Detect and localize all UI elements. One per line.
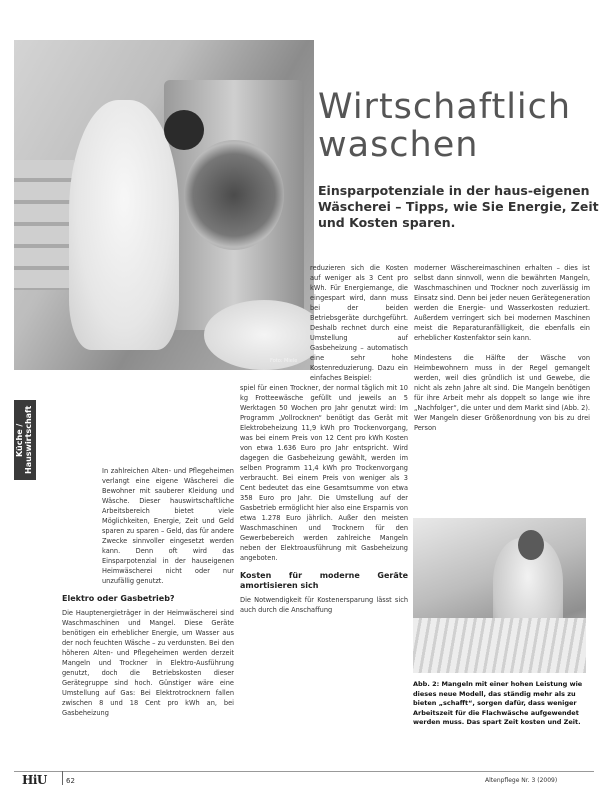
photo-machine-drum — [184, 140, 284, 250]
headline-line-1: Wirtschaftlich — [318, 87, 572, 127]
footer-logo: HiU — [22, 773, 47, 787]
photo-worker-head — [518, 530, 544, 560]
paragraph: Die Hauptenergieträger in der Heimwäscherei sind Waschmaschinen und Mangel. Diese Geräte benötigen ein erheblicher Energie, um Wasser aus der noch feuchten Wäsche – zu verdunsten. Bei den höheren Alten- und Pflegeheimen werden derzeit Mangeln und Trockner in Elektro-Ausführung genutzt, doch die Betriebskosten dieser Gerätegruppe sind hoch. Günstiger wäre eine Umstellung auf Gas: Bei Elektrotrocknern fallen zwischen 8 und 18 Cent pro kWh an, bei Gasbeheizung — [62, 609, 234, 717]
footer-divider — [62, 771, 63, 785]
section-tab: Küche / Hauswirtschaft — [14, 400, 36, 480]
paragraph: moderner Wäschereimaschinen erhalten – dies ist selbst dann sinnvoll, wenn die bewährten Mangeln, Waschmaschinen und Trockner noch zuverlässig im Einsatz sind. Denn bei jeder neuen Gerätegeneration werden die Energie- und Wasserkosten reduziert. Außerdem verringert sich bei modernen Maschinen meist die Reparaturanfälligkeit, die ebenfalls ein erheblicher Kostenfaktor sein kann. — [414, 264, 590, 342]
footer-rule — [14, 771, 594, 772]
section-heading-elektro: Elektro oder Gasbetrieb? — [62, 594, 175, 603]
photo-worker-hair — [164, 110, 204, 150]
photo-worker — [69, 100, 179, 350]
mangle-photo — [413, 518, 586, 673]
photo-credit: Foto: Miele — [270, 358, 298, 364]
paragraph: Mindestens die Hälfte der Wäsche von Heimbewohnern muss in der Regel gemangelt werden, weil dies gründlich ist und Gewebe, die nicht als zehn Jahre alt sind. Die Mangeln benötigen für ihre Arbeit mehr als doppelt so lange wie ihre „Nachfolger“, die unter und dem Markt sind (Abb. 2). Wer Mangeln dieser Größenordnung von bis zu drei Person — [414, 354, 590, 432]
photo-shelf — [14, 160, 74, 290]
page-number: 62 — [66, 777, 75, 785]
paragraph-narrow: reduzieren sich die Kosten auf weniger als 3 Cent pro kWh. Für Energiemange, die eingespart wird, dann muss bei der beiden Betriebsgeräte durchgeführt. Deshalb rechnet durch eine Umstellung auf Gasbeheizung – automatisch eine sehr hohe Kostenreduzierung. Dazu ein einfaches Beispiel: — [310, 264, 408, 382]
footer-reference: Altenpflege Nr. 3 (2009) — [485, 777, 558, 784]
headline-line-2: waschen — [318, 125, 479, 165]
lead-paragraph: In zahlreichen Alten- und Pflegeheimen verlangt eine eigene Wäscherei die Bewohner mit sauberer Kleidung und Wäsche. Dieser hauswirtschaftliche Arbeitsbereich bietet viele Möglichkeiten, Energie, Zeit und Geld sparen zu sparen – Geld, das für andere Zwecke sinnvoller eingesetzt werden kann. Denn oft wird das Einsparpotenzial in der hauseigenen Heimwäscherei nicht oder nur unzufällig genutzt. — [102, 467, 234, 585]
photo-mangle-table — [413, 618, 586, 673]
headline — [318, 88, 598, 164]
paragraph: Die Notwendigkeit für Kostenersparung lässt sich auch durch die Anschaffung — [240, 596, 408, 614]
column-1 — [62, 466, 234, 718]
caption-text: Abb. 2: Mangeln mit einer hohen Leistung wie dieses neue Modell, das ständig mehr als zu bieten „schafft“, sorgen dafür, dass weniger Arbeitszeit für die Flachwäsche aufgewendet werden muss. Das spart Zeit kosten und Zeit. — [413, 680, 583, 726]
column-3 — [414, 263, 590, 433]
column-2 — [240, 263, 408, 615]
photo-caption — [413, 680, 591, 728]
section-heading-kosten: Kosten für moderne Geräte amortisieren sich — [240, 571, 408, 590]
paragraph: spiel für einen Trockner, der normal täglich mit 10 kg Frotteewäsche gefüllt und jeweils an 5 Werktagen 50 Wochen pro Jahr genutzt wird: Im Programm „Vollrocknen“ benötigt das Gerät mit Elektrobeheizung 11,9 kWh pro Trockenvorgang, was bei einem Preis von 12 Cent pro kWh Kosten von etwa 1.636 Euro pro Jahr entspricht. Wird dagegen die Gasbeheizung gewählt, werden im selben Programm 11,4 kWh pro Trockenvorgang verbraucht. Bei einem Preis von weniger als 3 Cent bedeutet das eine Gesamtsumme von etwa 358 Euro pro Jahr. Die Umstellung auf der Gasbetrieb ermöglicht hier also eine Ersparnis von etwa 1.278 Euro jährlich. Außer den meisten Waschmaschinen und Trocknern für den Gewerbebereich werden zahlreiche Mangeln neben der Elektroausführung mit Gasbeheizung angeboten. — [240, 384, 408, 562]
subheadline: Einsparpotenziale in der haus-eigenen Wäscherei – Tipps, wie Sie Energie, Zeit und Kosten sparen. — [318, 183, 599, 230]
